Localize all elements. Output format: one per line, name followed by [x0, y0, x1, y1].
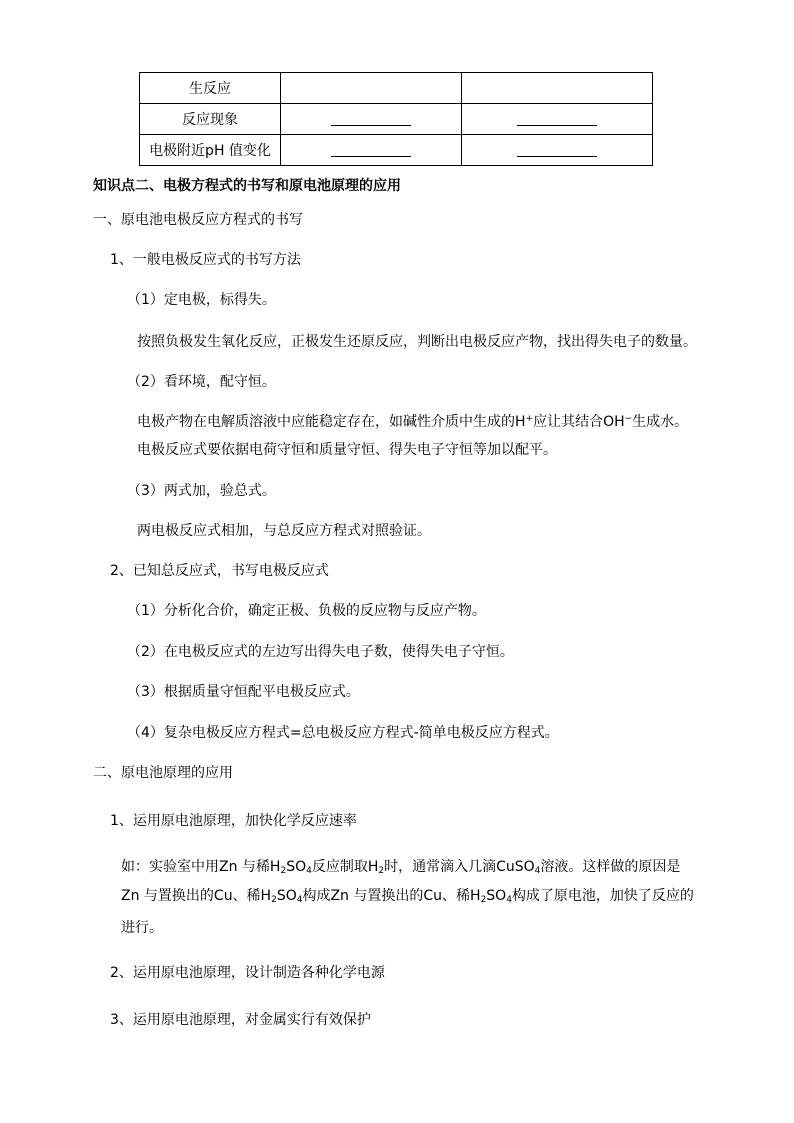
table-row-label: 生反应: [140, 73, 281, 104]
step-text: 电极反应式要依据电荷守恒和质量守恒、得失电子守恒等加以配平。: [137, 442, 557, 458]
table-row: [140, 104, 653, 135]
subsection-heading: 2、已知总反应式，书写电极反应式: [110, 563, 329, 579]
table-row-label: 反应现象: [140, 104, 281, 135]
step-text: 两电极反应式相加，与总反应方程式对照验证。: [137, 523, 431, 539]
section-heading: 一、原电池电极反应方程式的书写: [93, 212, 303, 228]
table-cell: [462, 73, 653, 104]
example-text: 如：实验室中用Zn 与稀$H_2SO_4$反应制取$H_2$时，通常滴入几滴CuSO$_4$溶液。这样做的原因是: [121, 859, 681, 876]
table-cell: [462, 135, 653, 166]
list-item: （2）在电极反应式的左边写出得失电子数，使得失电子守恒。: [127, 644, 514, 660]
subsection-heading: 1、运用原电池原理，加快化学反应速率: [110, 813, 357, 829]
comparison-table: [139, 72, 653, 166]
step-text: 按照负极发生氧化反应，正极发生还原反应，判断出电极反应产物，找出得失电子的数量。: [137, 334, 697, 350]
table-cell: [281, 73, 462, 104]
answer-blank: [517, 113, 597, 126]
answer-blank: [331, 144, 411, 157]
table-row: [140, 135, 653, 166]
step-text: 电极产物在电解质溶液中应能稳定存在，如碱性介质中生成的H+应让其结合OH−生成水。: [137, 414, 689, 430]
step-heading: （3）两式加，验总式。: [127, 483, 276, 499]
list-item: （3）根据质量守恒配平电极反应式。: [127, 684, 360, 700]
table-row-label: 电极附近pH 值变化: [140, 135, 281, 166]
list-item: （1）分析化合价，确定正极、负极的反应物与反应产物。: [127, 603, 486, 619]
answer-blank: [517, 144, 597, 157]
knowledge-point-heading: 知识点二、电极方程式的书写和原电池原理的应用: [93, 178, 401, 194]
table-cell: [462, 104, 653, 135]
subsection-heading: 1、一般电极反应式的书写方法: [110, 252, 301, 268]
step-heading: （1）定电极，标得失。: [127, 292, 276, 308]
example-text: Zn 与置换出的Cu、稀$H_2SO_4$构成Zn 与置换出的Cu、稀$H_2SO_4$构成了原电池，加快了反应的: [121, 888, 694, 905]
section-heading: 二、原电池原理的应用: [93, 765, 233, 781]
list-item: （4）复杂电极反应方程式=总电极反应方程式-简单电极反应方程式。: [127, 725, 559, 741]
table-cell: [281, 135, 462, 166]
subsection-heading: 3、运用原电池原理，对金属实行有效保护: [110, 1012, 371, 1028]
example-text: 进行。: [121, 920, 163, 936]
answer-blank: [331, 113, 411, 126]
table-row: [140, 73, 653, 104]
step-heading: （2）看环境，配守恒。: [127, 374, 276, 390]
subsection-heading: 2、运用原电池原理，设计制造各种化学电源: [110, 965, 385, 981]
table-cell: [281, 104, 462, 135]
